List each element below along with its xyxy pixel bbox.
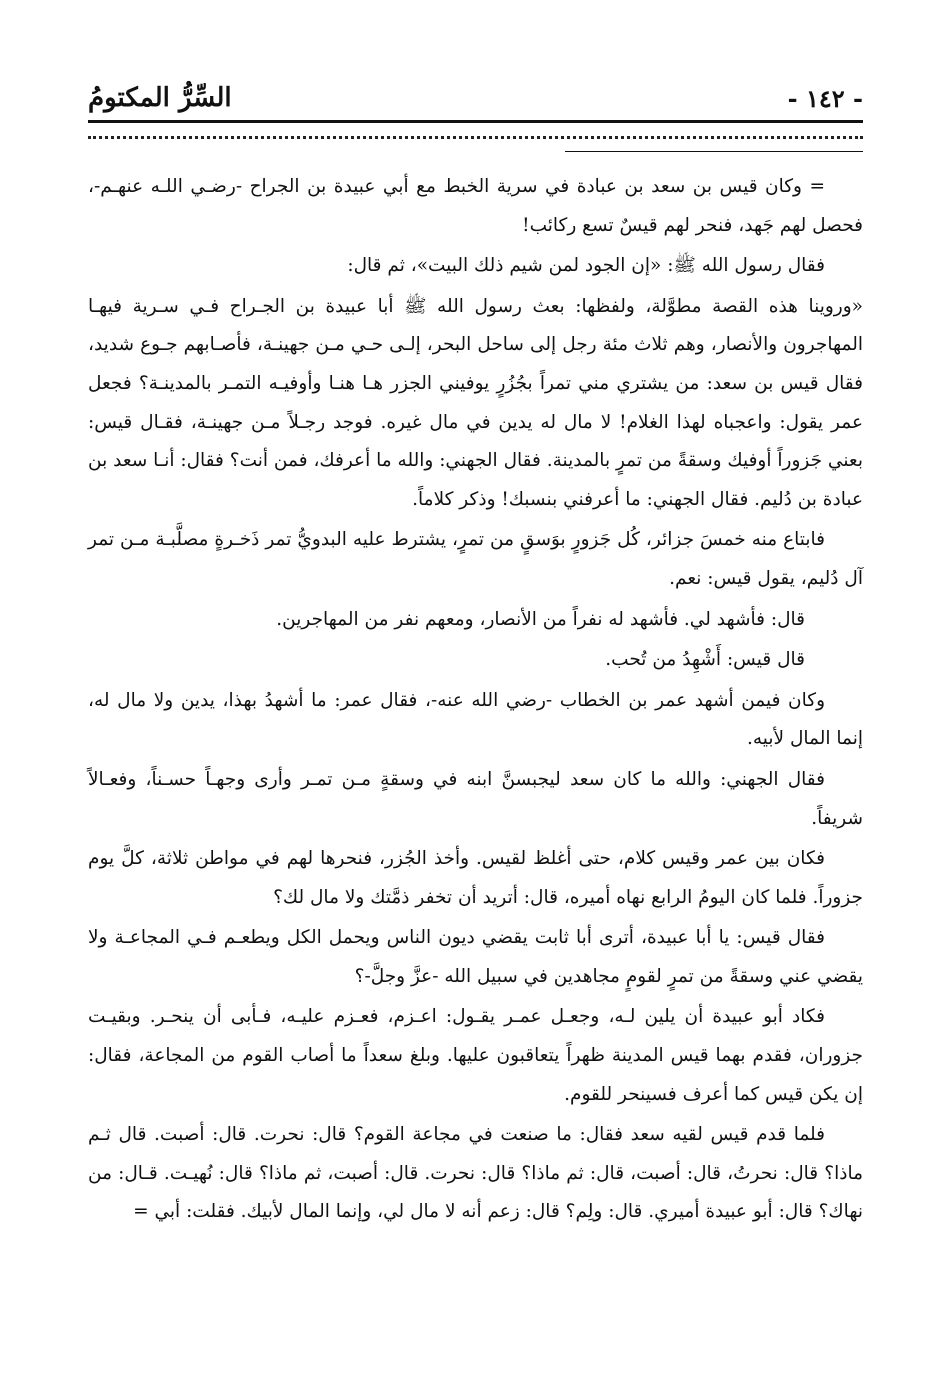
paragraph: قال: فأشهد لي. فأشهد له نفراً من الأنصار، ومعهم نفر من المهاجرين.: [276, 608, 805, 630]
book-title: السِّرُّ المكتومُ: [88, 83, 232, 113]
paragraph: فقال الجهني: والله ما كان سعد ليجبسنَّ ابنه في وسقةٍ مـن تمـر وأرى وجهـاً حسـناً، وفعـالاً شريفاً.: [88, 768, 863, 829]
paragraph: فقال رسول الله ﷺ: «إن الجود لمن شيم ذلك البيت»، ثم قال:: [347, 255, 825, 277]
paragraph: فكان بين عمر وقيس كلام، حتى أغلظ لقيس. وأخذ الجُزر، فنحرها لهم في مواطن ثلاثة، كلَّ يوم جزوراً. فلما كان اليومُ الرابع نهاه أميره، قال: أتريد أن تخفر ذمَّتك ولا مال لك؟: [88, 848, 863, 908]
paragraph: فقال قيس: يا أبا عبيدة، أترى أبا ثابت يقضي ديون الناس ويحمل الكل ويطعـم فـي المجاعـة ولا يقضي عني وسقةً من تمرٍ لقومٍ مجاهدين في سبيل الله -عزَّ وجلَّ-؟: [88, 927, 863, 987]
paragraph: قال قيس: أَشْهِدُ من تُحب.: [605, 649, 805, 671]
paragraph: فكاد أبو عبيدة أن يلين لـه، وجعـل عمـر يقـول: اعـزم، فعـزم عليـه، فـأبى أن ينحـر. وبقيـت جزوران، فقدم بهما قيس المدينة ظهراً يتعاقبون عليها. وبلغ سعداً ما أصاب القوم من المجاعة، فقال: إن يكن قيس كما أعرف فسينحر للقوم.: [88, 1006, 863, 1105]
paragraph: فابتاع منه خمسَ جزائر، كُل جَزورٍ بوَسقٍ من تمرٍ، يشترط عليه البدويُّ تمر ذَخـرةٍ مصلَّبـة مـن تمر آل دُليم، يقول قيس: نعم.: [88, 529, 863, 589]
header-rule: [88, 120, 863, 123]
page-header: [88, 78, 863, 118]
paragraph: «وروينا هذه القصة مطوَّلة، ولفظها: بعث رسول الله ﷺ أبا عبيدة بن الجـراح فـي سـرية فيهـا المهاجرون والأنصار، وهم ثلاث مئة رجل إلى ساحل البحر، إلـى حـي مـن جهينـة، فأصـابهم جـوع شديد، فقال قيس بن سعد: من يشتري مني تمراً بجُزُرٍ يوفيني الجزر هـا هنـا وأوفيـه التمـر بالمدينـة؟ فجعل عمر يقول: واعجباه لهذا الغلام! لا مال له يدين في مال غيره. فوجد رجـلاً مـن جهينـة، فقـال قيس: بعني جَزوراً أوفيك وسقةً من تمرٍ بالمدينة. فقال الجهني: والله ما أعرفك، فمن أنت؟ فقال: أنـا سعد بن عبادة بن دُليم. فقال الجهني: ما أعرفني بنسبك! وذكر كلاماً.: [88, 295, 863, 510]
page-number: - ١٤٢ -: [787, 83, 863, 113]
paragraph: = وكان قيس بن سعد بن عبادة في سرية الخبط مع أبي عبيدة بن الجراح -رضـي اللـه عنهـم-، فحصل لهم جَهد، فنحر لهم قيسٌ تسع ركائب!: [88, 176, 863, 236]
body-text: [88, 168, 863, 1234]
paragraph: فلما قدم قيس لقيه سعد فقال: ما صنعت في مجاعة القوم؟ قال: نحرت. قال: أصبت. قال ثـم ماذا؟ قال: نحرتُ، قال: أصبت، قال: ثم ماذا؟ قال: نحرت. قال: أصبت، ثم ماذا؟ قال: نُهيـت. قـال: من نهاك؟ قال: أبو عبيدة أميري. قال: ولِم؟ قال: زعم أنه لا مال لي، وإنما المال لأبيك. فقلت: أبي =: [88, 1124, 863, 1223]
paragraph: وكان فيمن أشهد عمر بن الخطاب -رضي الله عنه-، فقال عمر: ما أشهدُ بهذا، يدين ولا مال له، إنما المال لأبيه.: [88, 689, 863, 750]
footnote-rule: [565, 151, 863, 152]
dotted-separator: [88, 136, 863, 139]
